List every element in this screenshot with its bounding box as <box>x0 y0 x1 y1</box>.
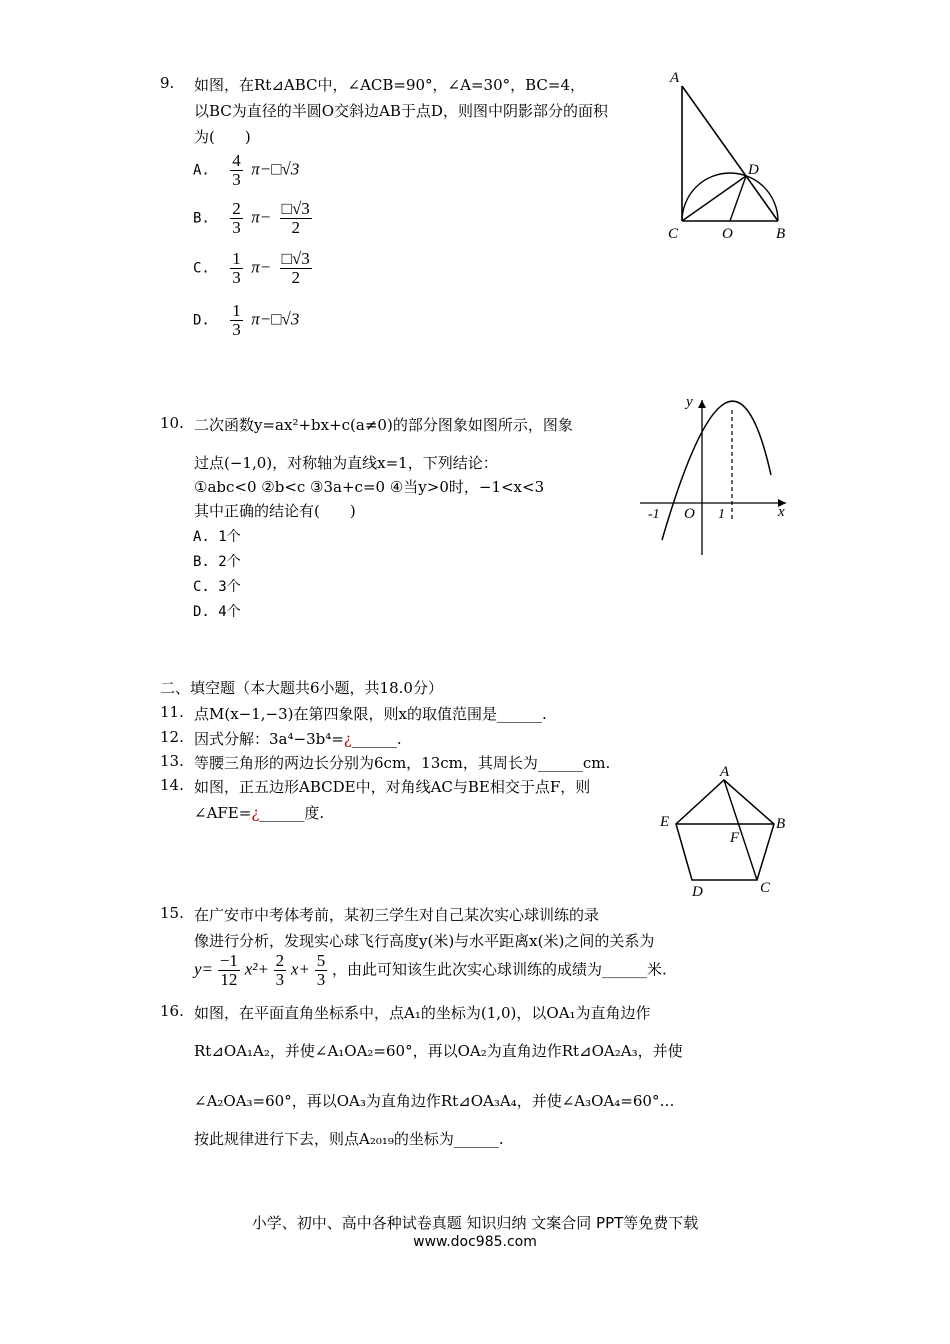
fraction <box>218 952 240 989</box>
fraction-numerator: 1 <box>232 249 241 268</box>
fraction-denominator: 12 <box>220 970 238 989</box>
question-text-line: ∠A₂OA₃=60°，再以OA₃为直角边作Rt⊿OA₃A₄，并使∠A₃OA₄=60°… <box>194 1092 675 1110</box>
point-label-a: A <box>720 766 730 780</box>
equation-prefix: y= <box>194 959 214 979</box>
fraction-numerator: 1 <box>232 301 241 320</box>
point-label-a: A <box>670 70 680 86</box>
point-label-o: O <box>722 226 733 242</box>
question-text-line: 过点(−1,0)，对称轴为直线x=1，下列结论： <box>194 454 498 472</box>
option-b: B. 2个 <box>193 554 241 570</box>
pentagon-figure <box>656 766 796 902</box>
point-label-e: E <box>660 814 670 830</box>
glyph-artifact: ¿ <box>343 730 352 748</box>
question-number: 16. <box>160 1002 184 1020</box>
fraction-denominator: 2 <box>291 268 300 287</box>
option-label: C. <box>193 260 210 277</box>
point-label-d: D <box>748 162 759 178</box>
question-number: 12. <box>160 728 184 746</box>
option-d: D. 4个 <box>193 604 241 620</box>
fraction-denominator: 3 <box>232 218 241 237</box>
answer-blank: ______度. <box>259 804 325 822</box>
option-tail: π− <box>251 257 272 277</box>
point-label-b: B <box>776 816 786 832</box>
question-text-line: 按此规律进行下去，则点A₂₀₁₉的坐标为______. <box>194 1130 504 1148</box>
question-text: ∠AFE= <box>194 804 252 822</box>
question-text-line: 等腰三角形的两边长分别为6cm，13cm，其周长为______cm. <box>194 754 611 772</box>
fraction <box>230 152 243 189</box>
question-text-line: 如图，在平面直角坐标系中，点A₁的坐标为(1,0)，以OA₁为直角边作 <box>194 1004 651 1022</box>
fraction-numerator: 5 <box>316 951 326 970</box>
fraction-numerator: □√3 <box>281 249 310 268</box>
origin-label: O <box>684 506 695 522</box>
axis-label-x: x <box>778 504 785 520</box>
y-axis-arrow-icon <box>698 400 706 408</box>
equation-line <box>194 952 667 989</box>
semicircle <box>682 173 778 221</box>
question-text: 因式分解：3a⁴−3b⁴= <box>194 730 344 748</box>
question-number: 10. <box>160 414 184 432</box>
fraction-denominator: 3 <box>275 970 285 989</box>
parabola-curve <box>662 401 771 540</box>
tick-label-one: 1 <box>718 507 725 522</box>
question-text-line: 为( ) <box>194 128 251 146</box>
option-label: A. <box>193 162 210 179</box>
question-text-line: 以BC为直径的半圆O交斜边AB于点D，则图中阴影部分的面积 <box>194 102 608 120</box>
question-number: 9. <box>160 74 175 92</box>
option-label: B. <box>193 210 210 227</box>
fraction-numerator: □√3 <box>281 199 310 218</box>
option-b <box>193 200 312 237</box>
fraction-numerator: 2 <box>232 199 241 218</box>
question-text-line: 点M(x−1,−3)在第四象限，则x的取值范围是______. <box>194 705 547 723</box>
equation-tail: ，由此可知该生此次实心球训练的成绩为______米. <box>331 960 667 979</box>
question-text-line <box>194 802 324 823</box>
fraction <box>230 200 243 237</box>
fraction-denominator: 2 <box>291 218 300 237</box>
equation-term: x+ <box>290 959 310 979</box>
option-tail: π− <box>251 207 272 227</box>
question-number: 14. <box>160 776 184 794</box>
tick-label-neg1: -1 <box>648 507 660 522</box>
point-label-c: C <box>760 880 771 896</box>
question-text-line: 在广安市中考体考前，某初三学生对自己某次实心球训练的录 <box>194 906 600 924</box>
fraction <box>274 952 287 989</box>
fraction <box>280 250 312 287</box>
footer-website: www.doc985.com <box>413 1234 537 1250</box>
fraction <box>280 200 312 237</box>
option-tail: π−□√3 <box>251 309 300 329</box>
question-text-line: Rt⊿OA₁A₂，并使∠A₁OA₂=60°，再以OA₂为直角边作Rt⊿OA₂A₃，并使 <box>194 1042 683 1060</box>
option-c: C. 3个 <box>193 579 241 595</box>
question-text-line: 二次函数y=ax²+bx+c(a≠0)的部分图象如图所示，图象 <box>194 416 573 434</box>
glyph-artifact: ¿ <box>251 804 260 822</box>
point-label-f: F <box>730 830 740 846</box>
option-d <box>193 302 299 339</box>
question-text-line: 其中正确的结论有( ) <box>194 502 356 520</box>
fraction <box>315 952 328 989</box>
fraction-denominator: 3 <box>232 320 241 339</box>
question-text-line: 如图，在Rt⊿ABC中，∠ACB=90°，∠A=30°，BC=4， <box>194 76 586 94</box>
fraction-denominator: 3 <box>316 970 326 989</box>
question-number: 11. <box>160 703 184 721</box>
question-text-line: 像进行分析，发现实心球飞行高度y(米)与水平距离x(米)之间的关系为 <box>194 932 655 950</box>
section-heading: 二、填空题（本大题共6小题，共18.0分） <box>160 679 443 697</box>
segment-cd <box>682 176 746 221</box>
fraction <box>230 302 243 339</box>
point-label-c: C <box>668 226 679 242</box>
fraction <box>230 250 243 287</box>
fraction-numerator: 4 <box>232 151 241 170</box>
option-label: D. <box>193 312 210 329</box>
footer-promo-text: 小学、初中、高中各种试卷真题 知识归纳 文案合同 PPT等免费下载 <box>251 1214 699 1232</box>
segment-ab <box>682 86 778 221</box>
fraction-denominator: 3 <box>232 268 241 287</box>
question-text-line <box>194 728 402 749</box>
point-label-b: B <box>776 226 786 242</box>
fraction-numerator: 2 <box>275 951 285 970</box>
question-number: 13. <box>160 752 184 770</box>
axis-label-y: y <box>686 394 693 410</box>
option-tail: π−□√3 <box>251 159 300 179</box>
fraction-numerator: −1 <box>219 951 238 970</box>
question-text-line: ①abc<0 ②b<c ③3a+c=0 ④当y>0时，−1<x<3 <box>194 478 545 496</box>
option-a: A. 1个 <box>193 529 241 545</box>
answer-blank: ______. <box>351 730 402 748</box>
option-c <box>193 250 312 287</box>
segment-od <box>730 176 746 221</box>
option-a <box>193 152 299 189</box>
triangle-semicircle-figure <box>660 66 800 246</box>
point-label-d: D <box>692 884 703 900</box>
fraction-denominator: 3 <box>232 170 241 189</box>
question-text-line: 如图，正五边形ABCDE中，对角线AC与BE相交于点F，则 <box>194 778 591 796</box>
pentagon-outline <box>676 780 774 880</box>
parabola-graph-figure <box>636 390 796 560</box>
question-number: 15. <box>160 904 184 922</box>
equation-term: x²+ <box>244 959 269 979</box>
